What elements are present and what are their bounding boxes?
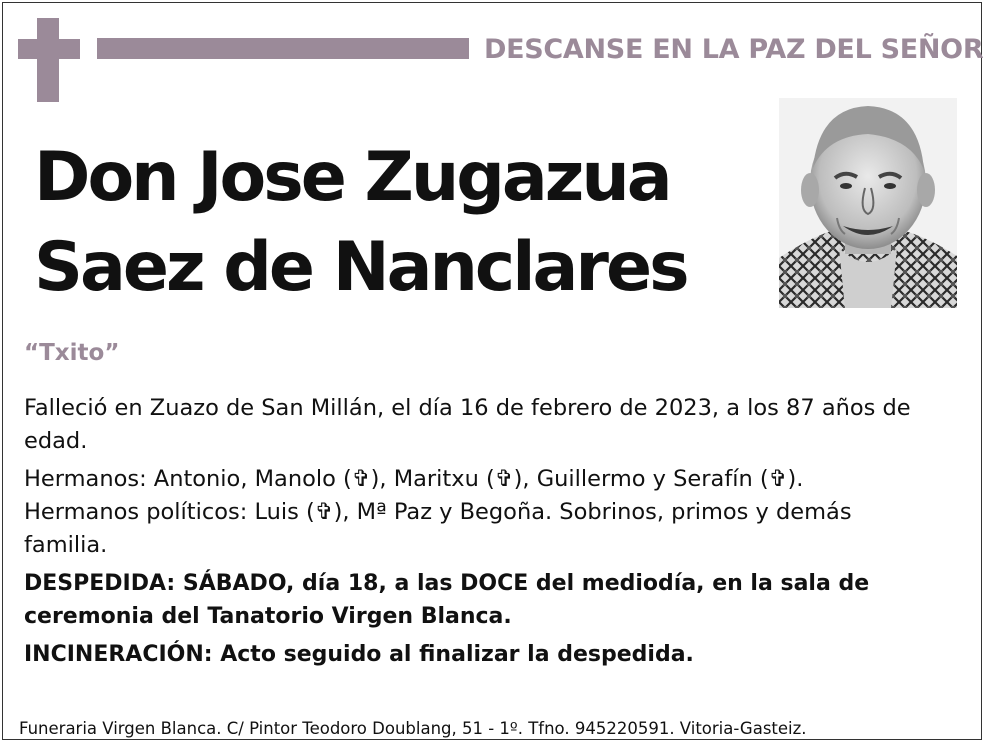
- portrait-illustration: [779, 98, 957, 308]
- rest-in-peace-heading: DESCANSE EN LA PAZ DEL SEÑOR: [484, 34, 984, 65]
- death-notice: Falleció en Zuazo de San Millán, el día 16 de febrero de 2023, a los 87 años de edad.: [24, 395, 911, 454]
- nickname: “Txito”: [24, 340, 120, 366]
- header-rule: [97, 38, 469, 59]
- obituary-body: [24, 392, 924, 676]
- portrait-photo: [779, 98, 957, 308]
- cremation-notice: INCINERACIÓN: Acto seguido al finalizar la despedida.: [24, 642, 694, 667]
- farewell-notice: DESPEDIDA: SÁBADO, día 18, a las DOCE del mediodía, en la sala de ceremonia del Tanatorio Virgen Blanca.: [24, 571, 870, 629]
- name-line-1: Don Jose Zugazua: [34, 138, 670, 217]
- deceased-name: [34, 133, 687, 313]
- cross-horizontal-bar: [18, 39, 80, 59]
- cross-vertical-bar: [37, 18, 59, 102]
- funeral-home-footer: Funeraria Virgen Blanca. C/ Pintor Teodoro Doublang, 51 - 1º. Tfno. 945220591. Vitoria-Gasteiz.: [19, 719, 807, 738]
- family-list: Hermanos: Antonio, Manolo (✞), Maritxu (✞), Guillermo y Serafín (✞). Hermanos políticos: Luis (✞), Mª Paz y Begoña. Sobrinos, primos y demás familia.: [24, 466, 852, 558]
- name-line-2: Saez de Nanclares: [34, 228, 687, 307]
